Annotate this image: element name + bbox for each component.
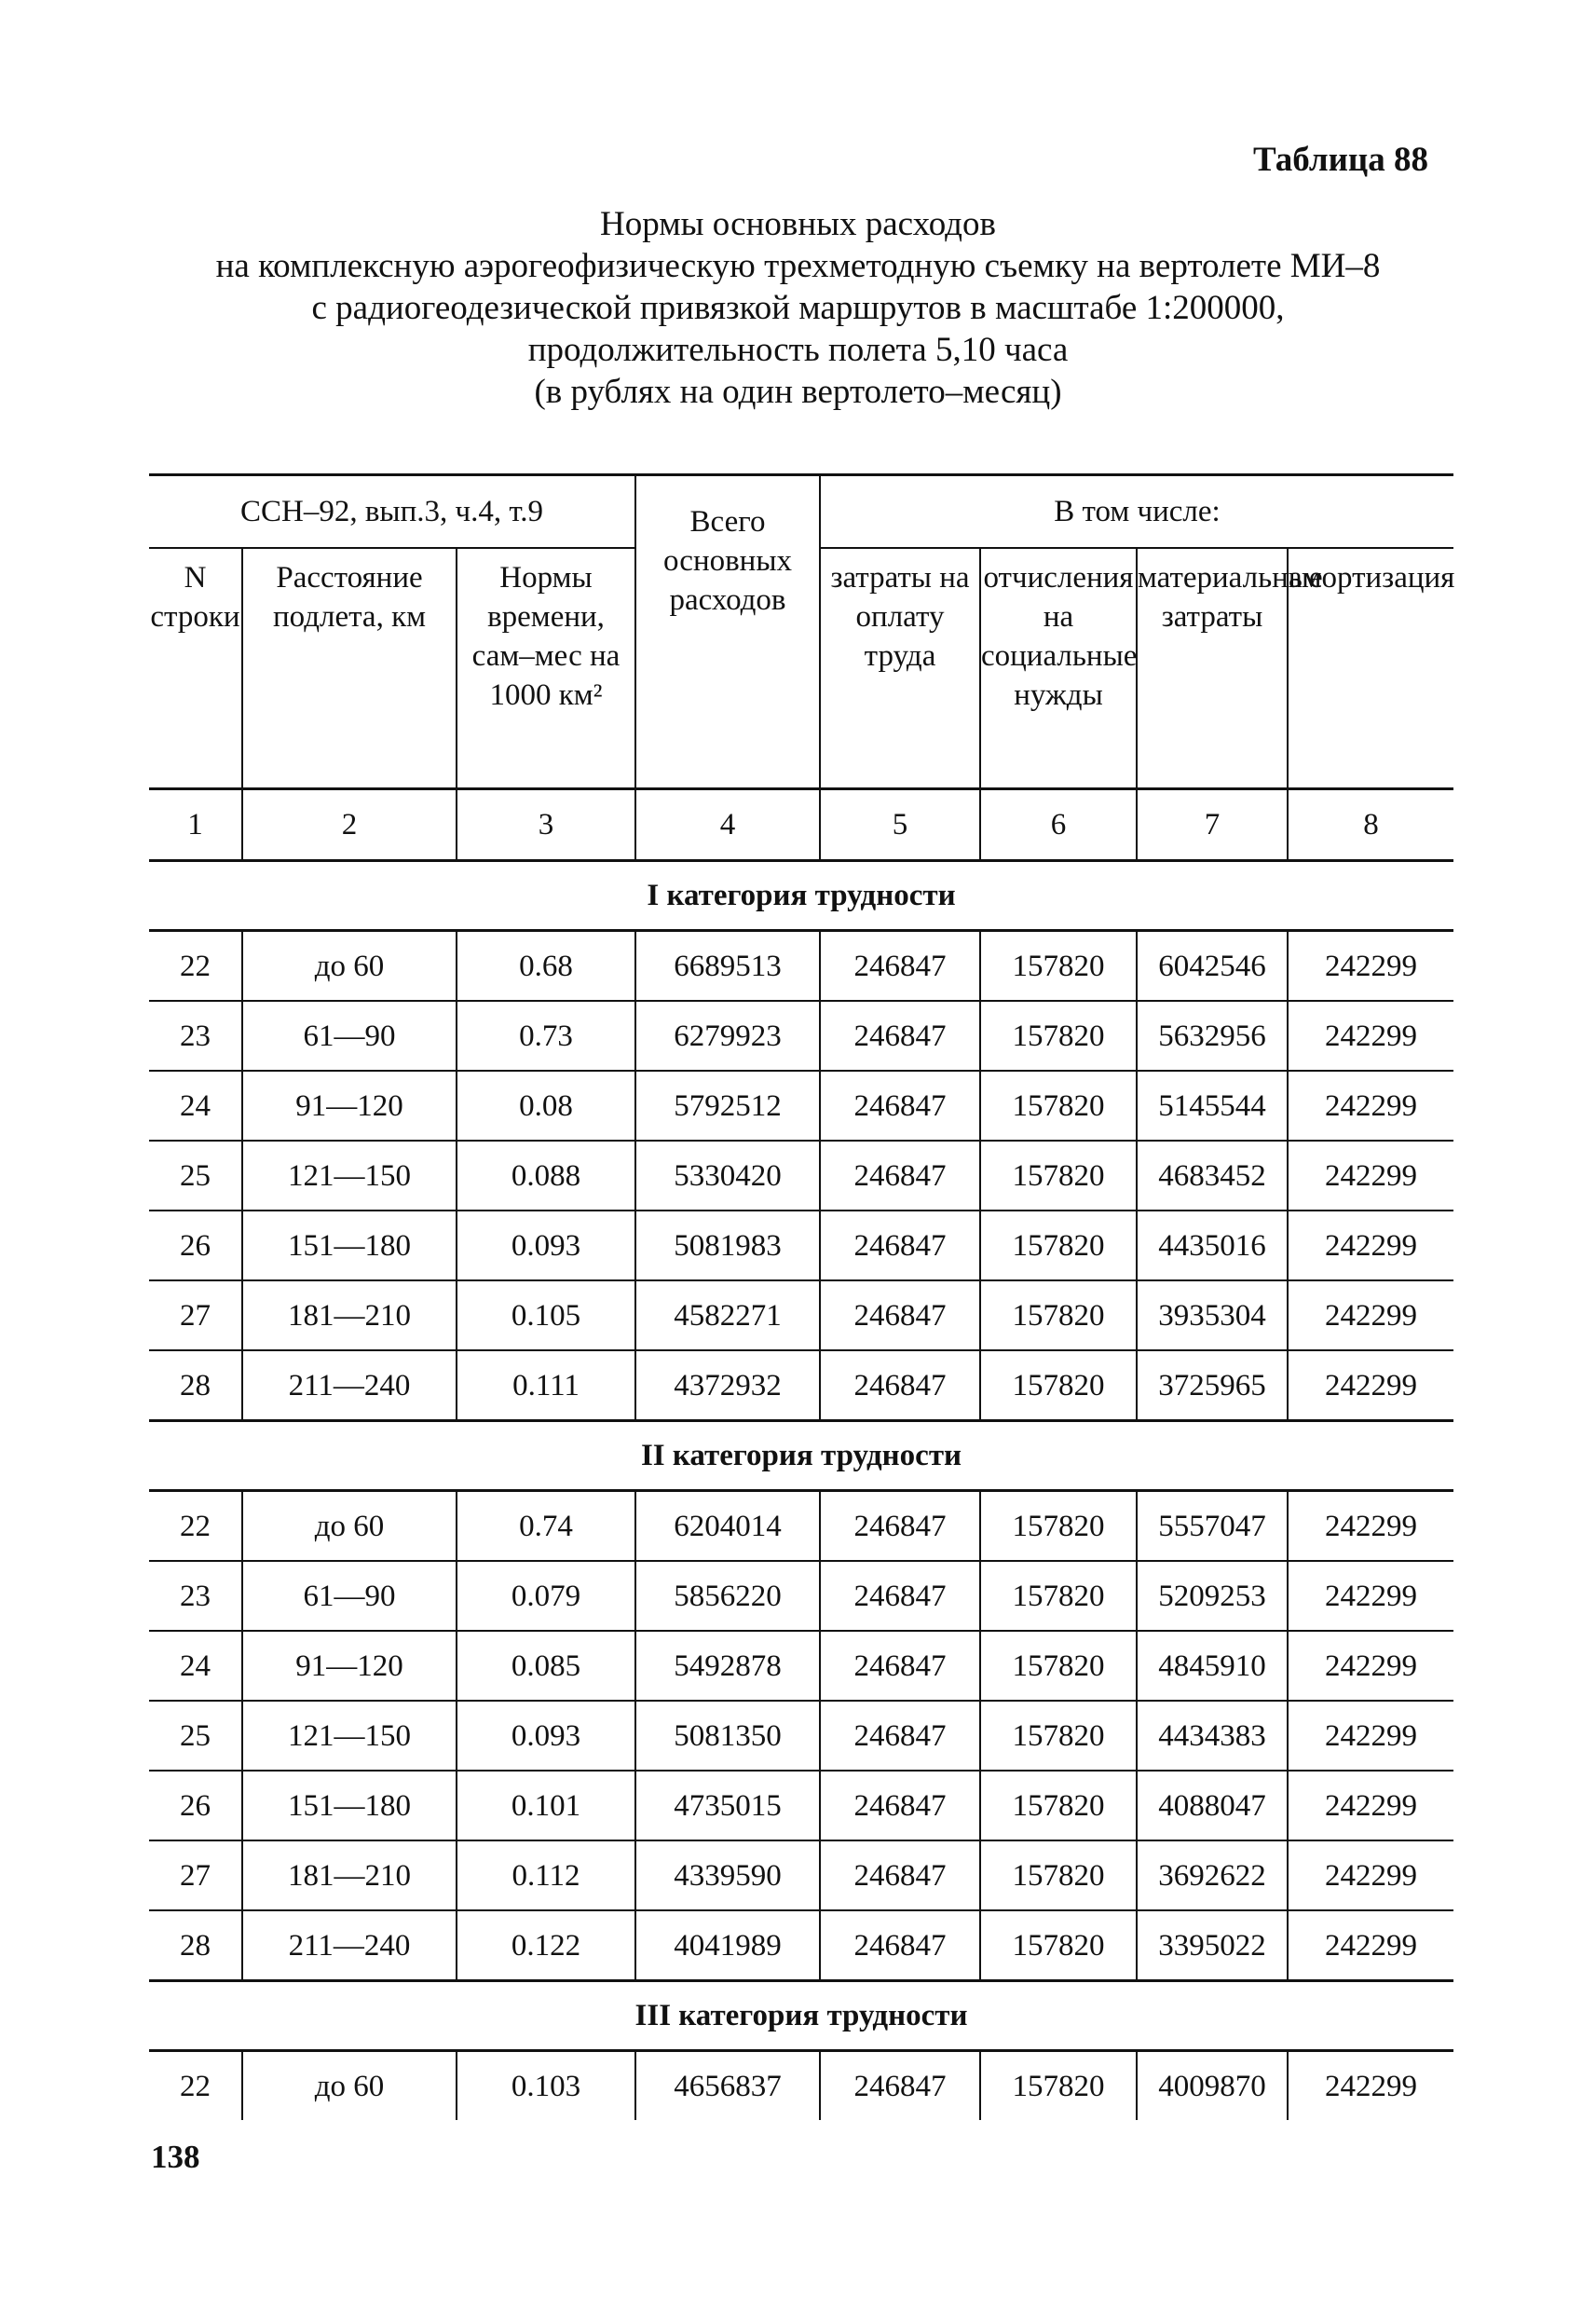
table-cell: 246847 [820,1910,980,1981]
category-row [149,1421,1453,1491]
table-cell: 157820 [980,1561,1137,1631]
header-including-group: В том числе: [820,475,1453,549]
table-cell: 157820 [980,1840,1137,1910]
table-cell: 4088047 [1137,1771,1288,1840]
table-cell: 3395022 [1137,1910,1288,1981]
table-cell: до 60 [242,1491,457,1562]
table-cell: 0.105 [457,1280,635,1350]
table-cell: 91—120 [242,1071,457,1141]
header-social-deductions: отчисления на социальные нужды [980,548,1137,789]
table-cell: 5492878 [635,1631,820,1701]
table-cell: 157820 [980,2051,1137,2121]
table-cell: 246847 [820,2051,980,2121]
table-cell: 242299 [1288,1631,1453,1701]
table-cell: 0.08 [457,1071,635,1141]
table-row [149,1280,1453,1350]
column-number: 3 [457,789,635,861]
table-cell: 0.093 [457,1701,635,1771]
table-row [149,1631,1453,1701]
table-cell: 0.74 [457,1491,635,1562]
table-cell: 4041989 [635,1910,820,1981]
category-title: III категория трудности [149,1981,1453,2051]
table-cell: 246847 [820,1141,980,1211]
table-cell: 157820 [980,1071,1137,1141]
table-row [149,1350,1453,1421]
table-cell: 0.68 [457,931,635,1002]
header-depreciation: амортизация [1288,548,1453,789]
table-cell: 4656837 [635,2051,820,2121]
table-cell: 4582271 [635,1280,820,1350]
table-cell: до 60 [242,2051,457,2121]
table-cell: 151—180 [242,1771,457,1840]
table-cell: 5330420 [635,1141,820,1211]
table-cell: 242299 [1288,1141,1453,1211]
table-row [149,1001,1453,1071]
table-row [149,1561,1453,1631]
table-cell: 157820 [980,931,1137,1002]
table-cell: 3725965 [1137,1350,1288,1421]
table-title [112,203,1484,413]
table-cell: 22 [149,1491,242,1562]
title-line: (в рублях на один вертолето–месяц) [534,373,1062,411]
title-line: продолжительность полета 5,10 часа [527,331,1069,369]
table-cell: 5856220 [635,1561,820,1631]
table-cell: 0.088 [457,1141,635,1211]
table-cell: 242299 [1288,2051,1453,2121]
table-cell: 157820 [980,1771,1137,1840]
table-cell: 4735015 [635,1771,820,1840]
table-cell: 27 [149,1840,242,1910]
table-cell: 242299 [1288,1211,1453,1280]
table-cell: 121—150 [242,1701,457,1771]
table-row [149,1840,1453,1910]
table-cell: 246847 [820,1561,980,1631]
table-cell: 246847 [820,1280,980,1350]
header-material-cost: материальные затраты [1137,548,1288,789]
column-number: 6 [980,789,1137,861]
table-cell: 242299 [1288,1071,1453,1141]
table-cell: 3692622 [1137,1840,1288,1910]
table-cell: 4845910 [1137,1631,1288,1701]
category-row [149,861,1453,931]
header-time-norms: Нормы времени, сам–мес на 1000 км² [457,548,635,789]
table-cell: 246847 [820,1001,980,1071]
title-line: на комплексную аэрогеофизическую трехметодную съемку на вертолете МИ–8 [215,247,1381,285]
table-cell: 4434383 [1137,1701,1288,1771]
table-cell: 246847 [820,1840,980,1910]
table-cell: 157820 [980,1001,1137,1071]
table-cell: 4339590 [635,1840,820,1910]
table-cell: 91—120 [242,1631,457,1701]
title-line: Нормы основных расходов [600,205,996,243]
table-cell: 157820 [980,1350,1137,1421]
table-cell: 242299 [1288,1771,1453,1840]
table-cell: 157820 [980,1141,1137,1211]
table-cell: 3935304 [1137,1280,1288,1350]
table-cell: 246847 [820,1771,980,1840]
column-number: 8 [1288,789,1453,861]
table-cell: 0.112 [457,1840,635,1910]
table-cell: 242299 [1288,1280,1453,1350]
table-cell: 61—90 [242,1001,457,1071]
table-row [149,1211,1453,1280]
table-cell: 242299 [1288,1491,1453,1562]
table-cell: 121—150 [242,1141,457,1211]
column-number: 7 [1137,789,1288,861]
header-total: Всего основных расходов [635,475,820,789]
column-number: 2 [242,789,457,861]
header-distance: Расстояние подлета, км [242,548,457,789]
table-cell: 28 [149,1910,242,1981]
table-row [149,1771,1453,1840]
table-cell: 23 [149,1001,242,1071]
table-cell: 0.093 [457,1211,635,1280]
norms-table [149,473,1453,2120]
table-cell: 246847 [820,1071,980,1141]
table-number: Таблица 88 [1253,141,1428,179]
table-cell: 242299 [1288,931,1453,1002]
table-cell: 0.122 [457,1910,635,1981]
table-cell: 25 [149,1701,242,1771]
table-cell: 0.103 [457,2051,635,2121]
table-cell: 157820 [980,1631,1137,1701]
table-cell: 0.079 [457,1561,635,1631]
table-cell: 27 [149,1280,242,1350]
table-cell: 246847 [820,1350,980,1421]
table-cell: 6042546 [1137,931,1288,1002]
header-source-group: ССН–92, вып.3, ч.4, т.9 [149,475,635,549]
table-cell: 242299 [1288,1561,1453,1631]
table-cell: 0.111 [457,1350,635,1421]
table-cell: 28 [149,1350,242,1421]
table-cell: 246847 [820,1491,980,1562]
title-line: с радиогеодезической привязкой маршрутов в масштабе 1:200000, [311,289,1285,327]
table-cell: 242299 [1288,1350,1453,1421]
table-cell: 157820 [980,1211,1137,1280]
table-cell: до 60 [242,931,457,1002]
table-cell: 24 [149,1071,242,1141]
table-cell: 6279923 [635,1001,820,1071]
category-title: II категория трудности [149,1421,1453,1491]
table-cell: 4372932 [635,1350,820,1421]
table-cell: 242299 [1288,1840,1453,1910]
table-cell: 4683452 [1137,1141,1288,1211]
table-cell: 242299 [1288,1910,1453,1981]
table-cell: 5081350 [635,1701,820,1771]
table-row [149,931,1453,1002]
table-cell: 5632956 [1137,1001,1288,1071]
table-cell: 151—180 [242,1211,457,1280]
table-cell: 26 [149,1211,242,1280]
category-title: I категория трудности [149,861,1453,931]
table-cell: 22 [149,931,242,1002]
table-cell: 246847 [820,1211,980,1280]
table-cell: 211—240 [242,1350,457,1421]
table-cell: 4435016 [1137,1211,1288,1280]
table-cell: 157820 [980,1701,1137,1771]
table-cell: 0.101 [457,1771,635,1840]
table-cell: 6204014 [635,1491,820,1562]
table-cell: 0.73 [457,1001,635,1071]
table-cell: 61—90 [242,1561,457,1631]
column-number: 4 [635,789,820,861]
header-row-number: N строки [150,561,240,634]
table-cell: 4009870 [1137,2051,1288,2121]
table-cell: 157820 [980,1910,1137,1981]
page-number: 138 [151,2139,200,2175]
table-row [149,1071,1453,1141]
table-cell: 246847 [820,931,980,1002]
table-row [149,1701,1453,1771]
table-cell: 24 [149,1631,242,1701]
table-cell: 181—210 [242,1840,457,1910]
column-number: 1 [149,789,242,861]
category-row [149,1981,1453,2051]
table-row [149,2051,1453,2121]
column-numbers-row [149,789,1453,861]
table-cell: 6689513 [635,931,820,1002]
table-cell: 5209253 [1137,1561,1288,1631]
table-cell: 242299 [1288,1701,1453,1771]
table-cell: 5557047 [1137,1491,1288,1562]
table-row [149,1141,1453,1211]
table-cell: 246847 [820,1631,980,1701]
table-row [149,1910,1453,1981]
table-cell: 22 [180,2069,211,2103]
table-cell: 157820 [980,1491,1137,1562]
column-number: 5 [820,789,980,861]
table-cell: 25 [149,1141,242,1211]
table-cell: 23 [149,1561,242,1631]
table-cell: 242299 [1288,1001,1453,1071]
header-labor-cost: затраты на оплату труда [820,548,980,789]
table-cell: 5145544 [1137,1071,1288,1141]
table-cell: 5792512 [635,1071,820,1141]
table-row [149,1491,1453,1562]
table-cell: 211—240 [242,1910,457,1981]
table-cell: 0.085 [457,1631,635,1701]
table-cell: 157820 [980,1280,1137,1350]
table-cell: 5081983 [635,1211,820,1280]
table-cell: 246847 [820,1701,980,1771]
table-cell: 26 [149,1771,242,1840]
table-cell: 181—210 [242,1280,457,1350]
